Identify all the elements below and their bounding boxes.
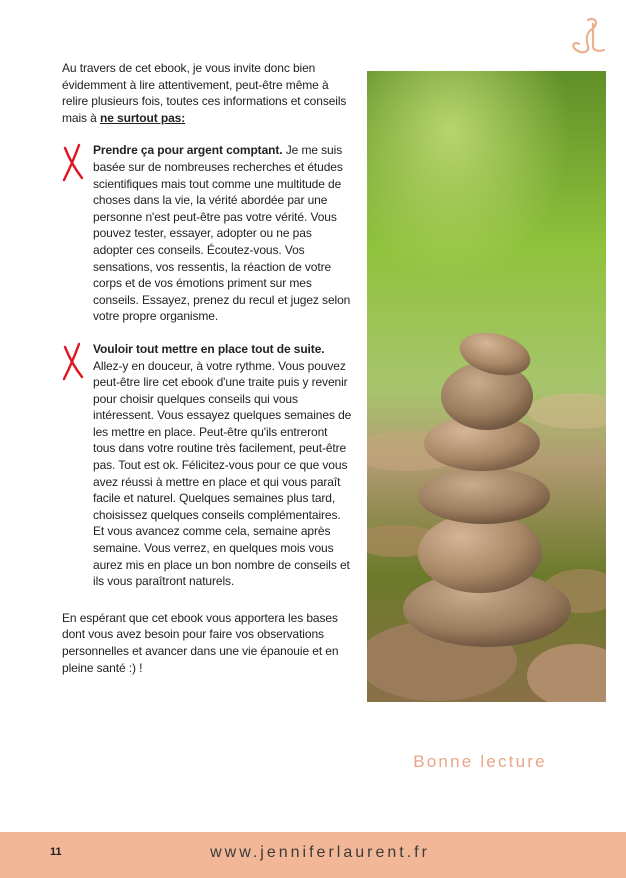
main-text-column — [62, 60, 352, 676]
advice-lead: Vouloir tout mettre en place tout de suite. — [93, 341, 325, 356]
closing-paragraph: En espérant que cet ebook vous apportera les bases dont vous avez besoin pour faire vos observations personnelles et avancer dans une vie épanouie et en pleine santé :) ! — [62, 610, 339, 675]
stacked-stones-photo — [367, 71, 606, 702]
intro-text: Au travers de cet ebook, je vous invite donc bien évidemment à lire attentivement, peut-être même à relire plusieurs fois, toutes ces informations et conseils mais à — [62, 61, 347, 125]
intro-emphasis: ne surtout pas: — [99, 110, 186, 125]
page-number: 11 — [50, 846, 62, 858]
advice-item — [62, 341, 352, 590]
closing-title: Bonne lecture — [413, 752, 547, 771]
advice-body: Allez-y en douceur, à votre rythme. Vous pouvez peut-être lire cet ebook d'une traite puis y revenir pour choisir quelques conseils qui vous intéressent. Vous essayez quelques semaines de les mettre en place. Peut-être qu'ils entreront tous dans votre routine très facilement, peut-être pas. Tout est ok. Félicitez-vous pour ce que vous avez réussi à mettre en place et qui vous paraît facile et naturel. Quelques semaines plus tard, choisissez quelques conseils complémentaires. Et vous avancez comme cela, semaine après semaine. Vous verrez, en quelques mois vous aurez mis en place un bon nombre de conseils et ils vous paraîtront naturels. — [93, 358, 352, 589]
advice-lead: Prendre ça pour argent comptant. — [93, 143, 283, 158]
page-footer — [0, 832, 626, 878]
red-x-icon — [60, 341, 86, 381]
advice-body: Je me suis basée sur de nombreuses recherches et études scientifiques mais tout comme une multitude de choses dans la vie, la vérité abordée par une personne n'est peut-être pas votre vérité. Vous pouvez tester, essayer, adopter ou ne pas adopter ces conseils. Écoutez-vous. Vos sensations, vos ressentis, la réaction de votre corps et de vos émotions priment sur mes conseils. Essayez, prenez du recul et jugez selon votre propre organisme. — [93, 143, 351, 324]
website-link[interactable]: www.jenniferlaurent.fr — [210, 844, 430, 861]
red-x-icon — [60, 142, 86, 182]
jl-monogram-icon — [566, 14, 610, 58]
intro-paragraph — [62, 60, 352, 126]
advice-item — [62, 142, 352, 325]
